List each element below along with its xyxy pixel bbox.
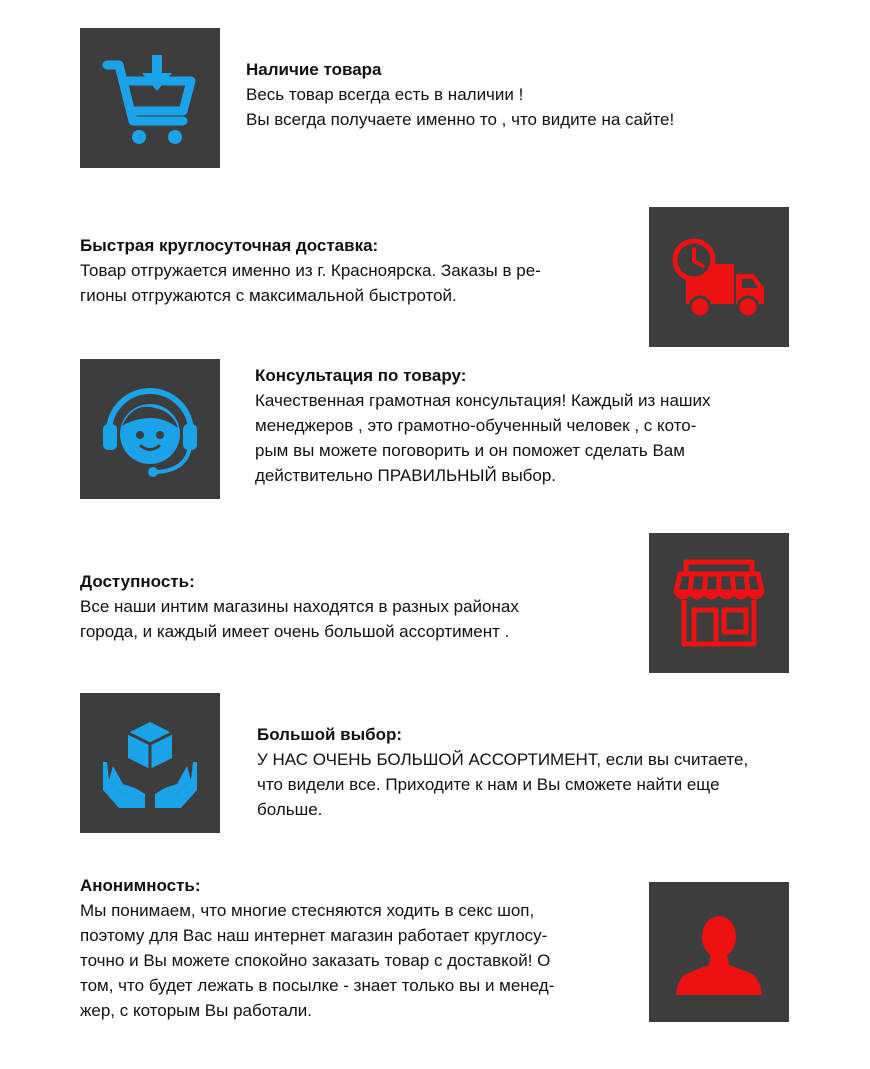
feature-line: Все наши интим магазины находятся в разных районах [80, 597, 519, 616]
feature-line: том, что будет лежать в посылке - знает только вы и менед- [80, 976, 555, 995]
feature-line: рым вы можете поговорить и он поможет сделать Вам [255, 441, 685, 460]
feature-line: менеджеров , это грамотно-обученный человек , с кото- [255, 416, 697, 435]
user-silhouette-icon [664, 897, 774, 1007]
feature-title: Консультация по товару: [255, 366, 467, 385]
feature-line: Качественная грамотная консультация! Каждый из наших [255, 391, 711, 410]
feature-line: Мы понимаем, что многие стесняются ходить в секс шоп, [80, 901, 535, 920]
feature-title: Наличие товара [246, 60, 382, 79]
delivery-truck-clock-icon-tile [649, 207, 789, 347]
feature-line: точно и Вы можете спокойно заказать товар с доставкой! О [80, 951, 551, 970]
hands-box-icon [95, 708, 205, 818]
feature-line: Весь товар всегда есть в наличии ! [246, 85, 524, 104]
feature-title: Доступность: [80, 572, 195, 591]
delivery-truck-clock-icon [664, 222, 774, 332]
feature-line: Товар отгружается именно из г. Красноярска. Заказы в ре- [80, 261, 541, 280]
cart-download-icon-tile [80, 28, 220, 168]
hands-box-icon-tile [80, 693, 220, 833]
support-headset-icon [95, 374, 205, 484]
feature-block-accessibility [80, 569, 519, 644]
cart-download-icon [95, 43, 205, 153]
feature-block-selection [257, 722, 748, 822]
storefront-icon [664, 548, 774, 658]
feature-line: поэтому для Вас наш интернет магазин работает круглосу- [80, 926, 548, 945]
feature-line: города, и каждый имеет очень большой ассортимент . [80, 622, 510, 641]
feature-line: Вы всегда получаете именно то , что видите на сайте! [246, 110, 675, 129]
feature-line: жер, с которым Вы работали. [80, 1001, 312, 1020]
feature-line: гионы отгружаются с максимальной быстротой. [80, 286, 457, 305]
feature-line: действительно ПРАВИЛЬНЫЙ выбор. [255, 466, 557, 485]
feature-line: что видели все. Приходите к нам и Вы сможете найти еще [257, 775, 720, 794]
feature-title: Большой выбор: [257, 725, 403, 744]
storefront-icon-tile [649, 533, 789, 673]
user-silhouette-icon-tile [649, 882, 789, 1022]
feature-block-anonymity [80, 873, 554, 1023]
feature-line: У НАС ОЧЕНЬ БОЛЬШОЙ АССОРТИМЕНТ, если вы считаете, [257, 750, 749, 769]
feature-title: Быстрая круглосуточная доставка: [80, 236, 379, 255]
feature-block-availability [246, 57, 674, 132]
support-headset-icon-tile [80, 359, 220, 499]
feature-title: Анонимность: [80, 876, 201, 895]
feature-block-delivery [80, 233, 541, 308]
feature-block-consultation [255, 363, 711, 488]
feature-line: больше. [257, 800, 323, 819]
